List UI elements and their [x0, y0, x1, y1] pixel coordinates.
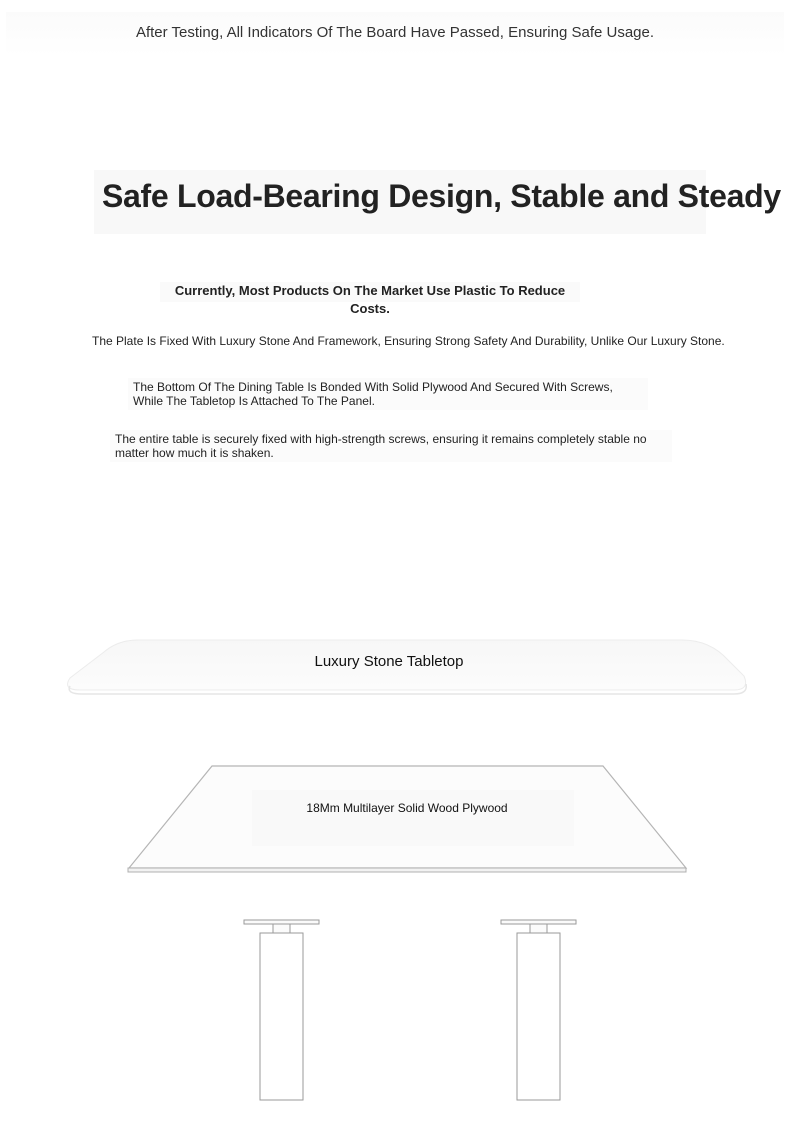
- screws-paragraph: The entire table is securely fixed with high-strength screws, ensuring it remains completely stable no matter how much it is shaken.: [110, 430, 672, 462]
- plywood-paragraph: The Bottom Of The Dining Table Is Bonded With Solid Plywood And Secured With Screws, While The Tabletop Is Attached To The Panel.: [128, 378, 648, 410]
- tabletop-label: Luxury Stone Tabletop: [314, 653, 464, 670]
- top-note: After Testing, All Indicators Of The Board Have Passed, Ensuring Safe Usage.: [6, 12, 784, 56]
- right-leg: [501, 920, 576, 1100]
- framework-paragraph: The Plate Is Fixed With Luxury Stone And Framework, Ensuring Strong Safety And Durability, Unlike Our Luxury Stone.: [92, 334, 725, 348]
- plywood-label: 18Mm Multilayer Solid Wood Plywood: [306, 801, 508, 815]
- page-title: Safe Load-Bearing Design, Stable and Steady: [102, 178, 781, 214]
- intro-paragraph: Currently, Most Products On The Market Use Plastic To Reduce Costs.: [160, 282, 580, 302]
- left-leg: [244, 920, 319, 1100]
